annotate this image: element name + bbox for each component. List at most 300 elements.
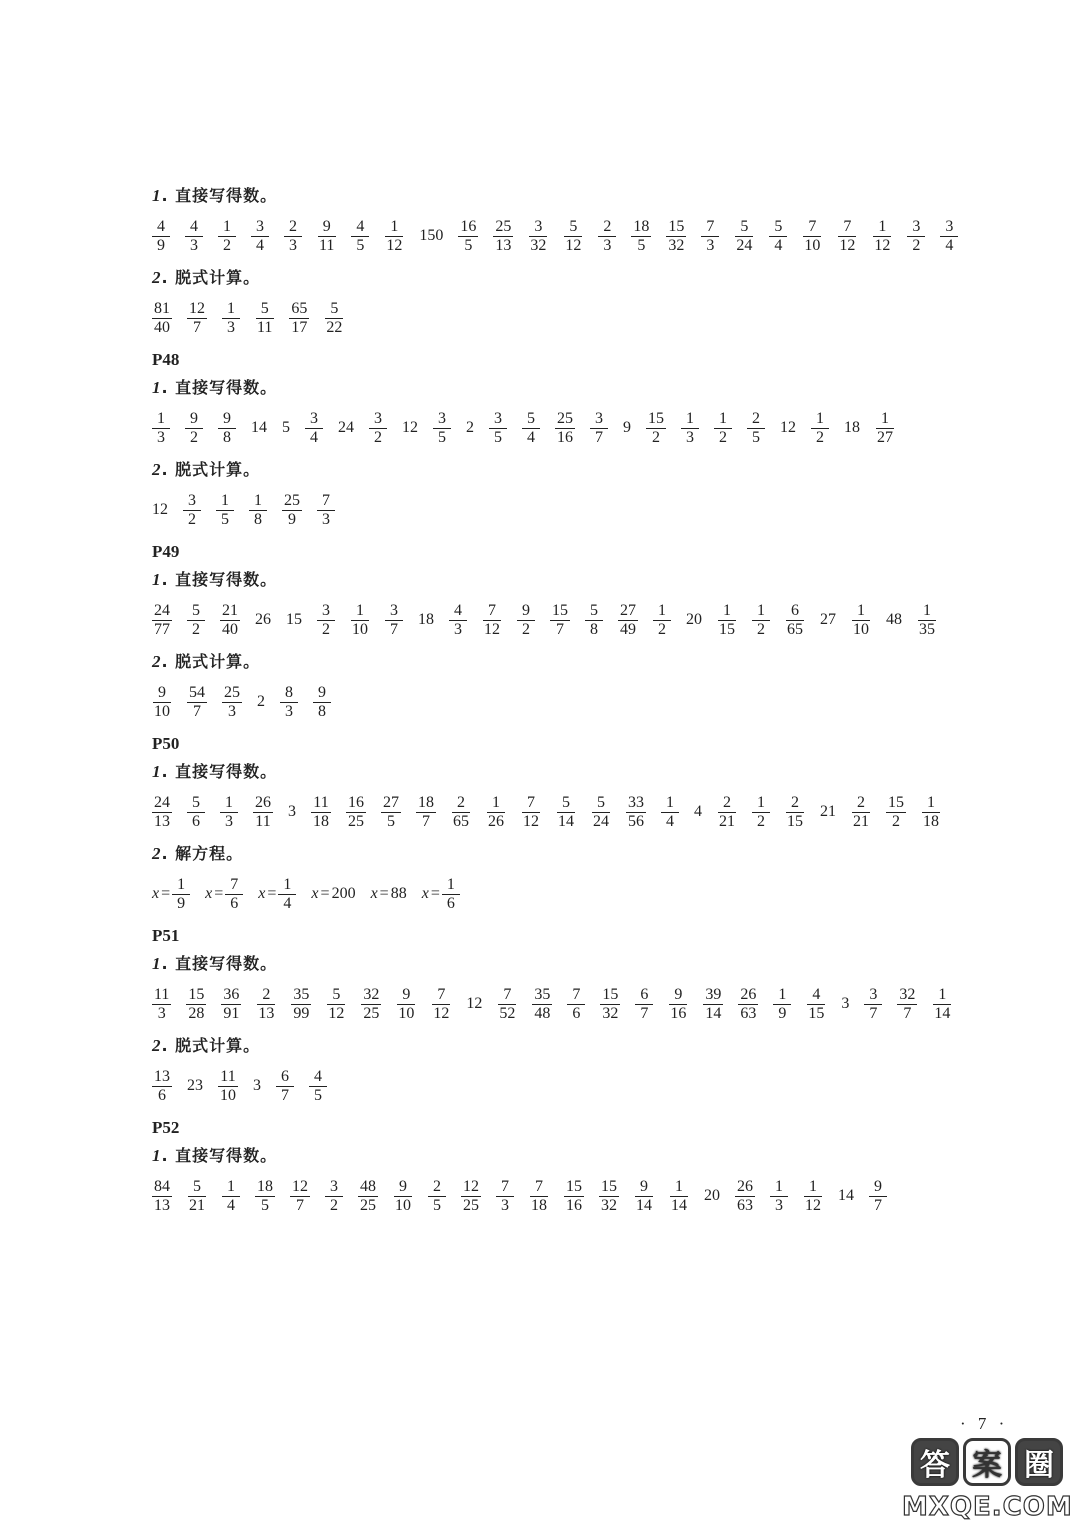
fraction [631, 218, 651, 255]
answer-item [461, 1174, 481, 1218]
numerator: 1 [752, 602, 770, 621]
answer-item [626, 790, 646, 834]
answer-item [785, 598, 805, 642]
numerator: 4 [807, 986, 825, 1005]
denominator: 2 [374, 428, 382, 446]
denominator: 7 [874, 1196, 882, 1214]
answer-item [289, 296, 309, 340]
equals-sign: = [214, 885, 224, 902]
answer-item [152, 214, 170, 258]
question-title: . 直接写得数。 [161, 1146, 278, 1165]
whole-number: 18 [418, 611, 434, 628]
numerator: 5 [735, 218, 753, 237]
denominator: 12 [874, 236, 891, 254]
answer-item [563, 214, 583, 258]
fraction [590, 410, 608, 447]
numerator: 3 [369, 410, 387, 429]
fraction [886, 794, 906, 831]
denominator: 40 [222, 620, 238, 638]
denominator: 4 [666, 812, 674, 830]
answer-item [358, 1174, 378, 1218]
fraction [661, 794, 679, 831]
answer-item [897, 982, 917, 1026]
fraction [872, 218, 892, 255]
fraction [442, 876, 460, 913]
whole-number: 12 [152, 501, 168, 518]
question-heading [152, 652, 1032, 672]
fraction [747, 410, 765, 447]
answer-item [152, 488, 168, 532]
denominator: 28 [188, 1004, 205, 1022]
question-heading [152, 186, 1032, 206]
question-heading [152, 1036, 1032, 1056]
denominator: 2 [330, 1196, 338, 1214]
fraction [251, 218, 269, 255]
denominator: 2 [757, 812, 765, 830]
answer-item [717, 790, 737, 834]
numerator: 1 [661, 794, 679, 813]
equation-answer [152, 876, 190, 913]
answer-item [686, 598, 702, 642]
fraction [256, 986, 276, 1023]
numerator: 3 [940, 218, 958, 237]
numerator: 2 [598, 218, 616, 237]
question-title: . 直接写得数。 [161, 762, 278, 781]
denominator: 3 [501, 1196, 509, 1214]
answer-item [668, 982, 688, 1026]
denominator: 2 [816, 428, 824, 446]
answer-item [752, 790, 770, 834]
fraction [222, 1178, 240, 1215]
numerator: 27 [383, 793, 399, 811]
denominator: 4 [227, 1196, 235, 1214]
numerator: 48 [360, 1177, 376, 1195]
numerator: 2 [452, 794, 470, 813]
numerator: 25 [495, 217, 512, 235]
page-number: · 7 · [960, 1414, 1009, 1433]
numerator: 3 [385, 602, 403, 621]
denominator: 8 [223, 428, 231, 446]
numerator: 2 [284, 218, 302, 237]
question-heading [152, 954, 1032, 974]
answer-item [282, 406, 290, 450]
denominator: 7 [193, 318, 201, 336]
watermark-url: MXQE.COM [902, 1492, 1073, 1522]
answer-item [152, 406, 170, 450]
numerator: 1 [811, 410, 829, 429]
whole-number: 3 [841, 995, 850, 1012]
denominator: 18 [923, 812, 939, 830]
answer-item [555, 406, 575, 450]
question-title: . 解方程。 [161, 844, 244, 863]
numerator: 1 [933, 986, 951, 1005]
question-number: 2 [152, 652, 162, 671]
answer-item [253, 790, 273, 834]
fraction [599, 1178, 619, 1215]
denominator: 15 [787, 812, 803, 830]
numerator: 1 [218, 218, 236, 237]
denominator: 3 [775, 1196, 783, 1214]
question-title: . 脱式计算。 [161, 460, 261, 479]
numerator: 1 [922, 794, 940, 813]
denominator: 14 [558, 812, 574, 830]
denominator: 8 [590, 620, 598, 638]
answer-item [317, 214, 336, 258]
denominator: 9 [288, 510, 296, 528]
answer-item [152, 680, 172, 724]
numerator: 1 [804, 1178, 822, 1197]
numerator: 3 [907, 218, 925, 237]
denominator: 25 [363, 1004, 380, 1022]
denominator: 18 [313, 812, 329, 830]
fraction [326, 986, 346, 1023]
fraction [773, 986, 791, 1023]
numerator: 7 [225, 876, 243, 895]
numerator: 1 [681, 410, 699, 429]
question-heading [152, 762, 1032, 782]
denominator: 24 [736, 236, 753, 254]
numerator: 18 [633, 217, 650, 235]
numerator: 1 [876, 410, 894, 429]
answer-item [152, 982, 171, 1026]
question-number: 1 [152, 570, 162, 589]
numerator: 7 [530, 1178, 548, 1197]
equation-variable: x [152, 885, 160, 902]
numerator: 1 [222, 1178, 240, 1197]
numerator: 24 [154, 793, 170, 811]
answer-item [257, 680, 265, 724]
numerator: 9 [397, 986, 415, 1005]
numerator: 18 [418, 793, 434, 811]
numerator: 27 [620, 601, 636, 619]
denominator: 7 [296, 1196, 304, 1214]
whole-number: 27 [820, 611, 836, 628]
denominator: 3 [706, 236, 715, 254]
answer-item [449, 598, 467, 642]
denominator: 2 [192, 620, 200, 638]
denominator: 4 [256, 236, 264, 254]
denominator: 2 [652, 428, 660, 446]
denominator: 91 [223, 1004, 240, 1022]
fraction [152, 1178, 172, 1215]
fraction [152, 218, 170, 255]
denominator: 10 [154, 702, 170, 720]
denominator: 56 [628, 812, 644, 830]
numerator: 5 [557, 794, 575, 813]
denominator: 9 [157, 236, 165, 254]
watermark-badge: 案 [963, 1438, 1011, 1486]
answer-item [152, 598, 172, 642]
fraction [185, 218, 203, 255]
answer-item [222, 680, 242, 724]
numerator: 39 [705, 985, 722, 1003]
answer-item [218, 1064, 238, 1108]
fraction [940, 218, 958, 255]
answer-item [921, 790, 941, 834]
answer-list [152, 790, 1032, 834]
fraction [497, 986, 517, 1023]
numerator: 15 [602, 985, 619, 1003]
answer-item [714, 406, 732, 450]
denominator: 14 [934, 1004, 951, 1022]
fraction [785, 602, 805, 639]
fraction [361, 986, 381, 1023]
numerator: 25 [284, 491, 300, 509]
numerator: 3 [305, 410, 323, 429]
equation-variable: x [205, 885, 213, 902]
denominator: 11 [319, 236, 335, 254]
answer-item [249, 488, 267, 532]
whole-number: 12 [466, 995, 483, 1012]
fraction [152, 300, 172, 337]
numerator: 9 [394, 1178, 412, 1197]
question-heading [152, 570, 1032, 590]
numerator: 1 [249, 492, 267, 511]
fraction [752, 602, 770, 639]
question-number: 2 [152, 844, 162, 863]
answer-item [431, 982, 451, 1026]
denominator: 3 [686, 428, 694, 446]
answer-item [152, 1174, 172, 1218]
numerator: 3 [529, 218, 547, 237]
answer-item [290, 1174, 310, 1218]
numerator: 4 [309, 1068, 327, 1087]
denominator: 10 [398, 1004, 415, 1022]
answer-item [402, 406, 418, 450]
denominator: 10 [220, 1086, 236, 1104]
numerator: 1 [220, 794, 238, 813]
equation-answer [371, 872, 407, 916]
answer-item [291, 982, 311, 1026]
answer-item [770, 1174, 788, 1218]
denominator: 3 [322, 510, 330, 528]
fraction [393, 1178, 413, 1215]
answer-item [917, 598, 937, 642]
numerator: 7 [701, 218, 719, 237]
answer-item [256, 982, 276, 1026]
numerator: 3 [317, 602, 335, 621]
equation-variable: x [421, 885, 429, 902]
equals-sign: = [267, 885, 277, 902]
fraction [152, 986, 171, 1023]
answer-item [701, 214, 719, 258]
fraction [317, 218, 336, 255]
fraction [555, 410, 575, 447]
whole-number: 26 [255, 611, 271, 628]
answer-list [152, 872, 1032, 916]
denominator: 10 [804, 236, 821, 254]
denominator: 12 [484, 620, 500, 638]
fraction [290, 1178, 310, 1215]
fraction [669, 1178, 689, 1215]
denominator: 27 [877, 428, 893, 446]
numerator: 16 [348, 793, 364, 811]
denominator: 99 [293, 1004, 310, 1022]
equals-sign: = [379, 885, 389, 902]
numerator: 15 [188, 985, 205, 1003]
denominator: 5 [438, 428, 446, 446]
answer-item [564, 1174, 584, 1218]
fraction [350, 602, 370, 639]
numerator: 2 [428, 1178, 446, 1197]
answer-item [694, 790, 702, 834]
numerator: 9 [153, 684, 171, 703]
answer-item [186, 982, 206, 1026]
answer-item [837, 214, 857, 258]
numerator: 32 [363, 985, 380, 1003]
denominator: 21 [719, 812, 735, 830]
fraction [276, 1068, 294, 1105]
fraction [600, 986, 620, 1023]
numerator: 5 [522, 410, 540, 429]
answer-list [152, 598, 1032, 642]
fraction [461, 1178, 481, 1215]
answer-item [220, 598, 240, 642]
answer-item [841, 982, 849, 1026]
answer-item [631, 214, 651, 258]
fraction [284, 218, 302, 255]
denominator: 6 [446, 894, 455, 912]
denominator: 9 [177, 894, 186, 912]
denominator: 2 [223, 236, 231, 254]
denominator: 2 [188, 510, 196, 528]
fraction [358, 1178, 378, 1215]
fraction [806, 986, 826, 1023]
whole-number: 4 [694, 803, 702, 820]
numerator: 24 [154, 601, 170, 619]
numerator: 3 [183, 492, 201, 511]
denominator: 3 [157, 428, 165, 446]
fraction [187, 1178, 207, 1215]
numerator: 9 [635, 1178, 653, 1197]
numerator: 1 [278, 876, 296, 895]
answer-item [618, 598, 638, 642]
fraction [152, 684, 172, 721]
numerator: 26 [255, 793, 271, 811]
numerator: 7 [317, 492, 335, 511]
question-number: 2 [152, 1036, 162, 1055]
denominator: 2 [522, 620, 530, 638]
answer-item [785, 790, 805, 834]
answer-item [773, 982, 791, 1026]
equation-variable: x [311, 885, 319, 902]
denominator: 2 [190, 428, 198, 446]
fraction [907, 218, 925, 255]
answer-item [486, 790, 506, 834]
answer-item [646, 406, 666, 450]
answer-item [802, 214, 822, 258]
fraction [253, 794, 273, 831]
denominator: 10 [395, 1196, 411, 1214]
numerator: 1 [487, 794, 505, 813]
fraction [220, 794, 238, 831]
fraction [567, 986, 585, 1023]
denominator: 13 [154, 812, 170, 830]
whole-number: 14 [838, 1187, 854, 1204]
denominator: 25 [463, 1196, 479, 1214]
denominator: 8 [254, 510, 262, 528]
denominator: 2 [658, 620, 666, 638]
answer-item [556, 790, 576, 834]
answer-item [183, 488, 201, 532]
denominator: 35 [919, 620, 935, 638]
fraction [152, 602, 172, 639]
fraction [681, 410, 699, 447]
numerator: 26 [737, 1177, 753, 1195]
numerator: 3 [251, 218, 269, 237]
denominator: 21 [853, 812, 869, 830]
answer-item [940, 214, 958, 258]
question-title: . 直接写得数。 [161, 954, 278, 973]
fraction [325, 1178, 343, 1215]
equation-answer [422, 876, 460, 913]
answer-item [598, 214, 616, 258]
whole-number: 3 [253, 1077, 261, 1094]
answer-item [385, 598, 403, 642]
answer-item [590, 406, 608, 450]
answer-item [738, 982, 758, 1026]
denominator: 6 [572, 1004, 581, 1022]
answer-item [187, 296, 207, 340]
whole-number: 14 [251, 419, 267, 436]
fraction [585, 602, 603, 639]
answer-item [381, 790, 401, 834]
fraction [752, 794, 770, 831]
fraction [550, 602, 570, 639]
answer-item [251, 406, 267, 450]
fraction [646, 410, 666, 447]
numerator: 1 [752, 794, 770, 813]
denominator: 21 [189, 1196, 205, 1214]
numerator: 9 [318, 218, 336, 237]
answer-item [187, 680, 207, 724]
answer-item [886, 598, 902, 642]
answer-list [152, 406, 1032, 450]
fraction [489, 410, 507, 447]
answer-item [433, 406, 451, 450]
fraction [187, 684, 207, 721]
numerator: 4 [152, 218, 170, 237]
answer-item [326, 982, 346, 1026]
answer-list [152, 982, 1032, 1026]
whole-number: 12 [402, 419, 418, 436]
numerator: 12 [292, 1177, 308, 1195]
answer-item [222, 1174, 240, 1218]
equation-answer [311, 872, 355, 916]
answer-item [666, 214, 686, 258]
question-title: . 脱式计算。 [161, 1036, 261, 1055]
fraction [769, 218, 787, 255]
denominator: 7 [281, 1086, 289, 1104]
fraction [152, 410, 170, 447]
denominator: 5 [494, 428, 502, 446]
answer-item [811, 406, 829, 450]
answer-item [428, 1174, 446, 1218]
fraction [482, 602, 502, 639]
denominator: 32 [668, 236, 685, 254]
answer-item [489, 406, 507, 450]
numerator: 1 [773, 986, 791, 1005]
answer-item [317, 488, 335, 532]
denominator: 6 [230, 894, 239, 912]
answer-list [152, 1174, 1032, 1218]
question-number: 1 [152, 1146, 162, 1165]
denominator: 26 [488, 812, 504, 830]
numerator: 9 [669, 986, 687, 1005]
numerator: 16 [460, 217, 477, 235]
denominator: 48 [534, 1004, 551, 1022]
answer-item [369, 406, 387, 450]
